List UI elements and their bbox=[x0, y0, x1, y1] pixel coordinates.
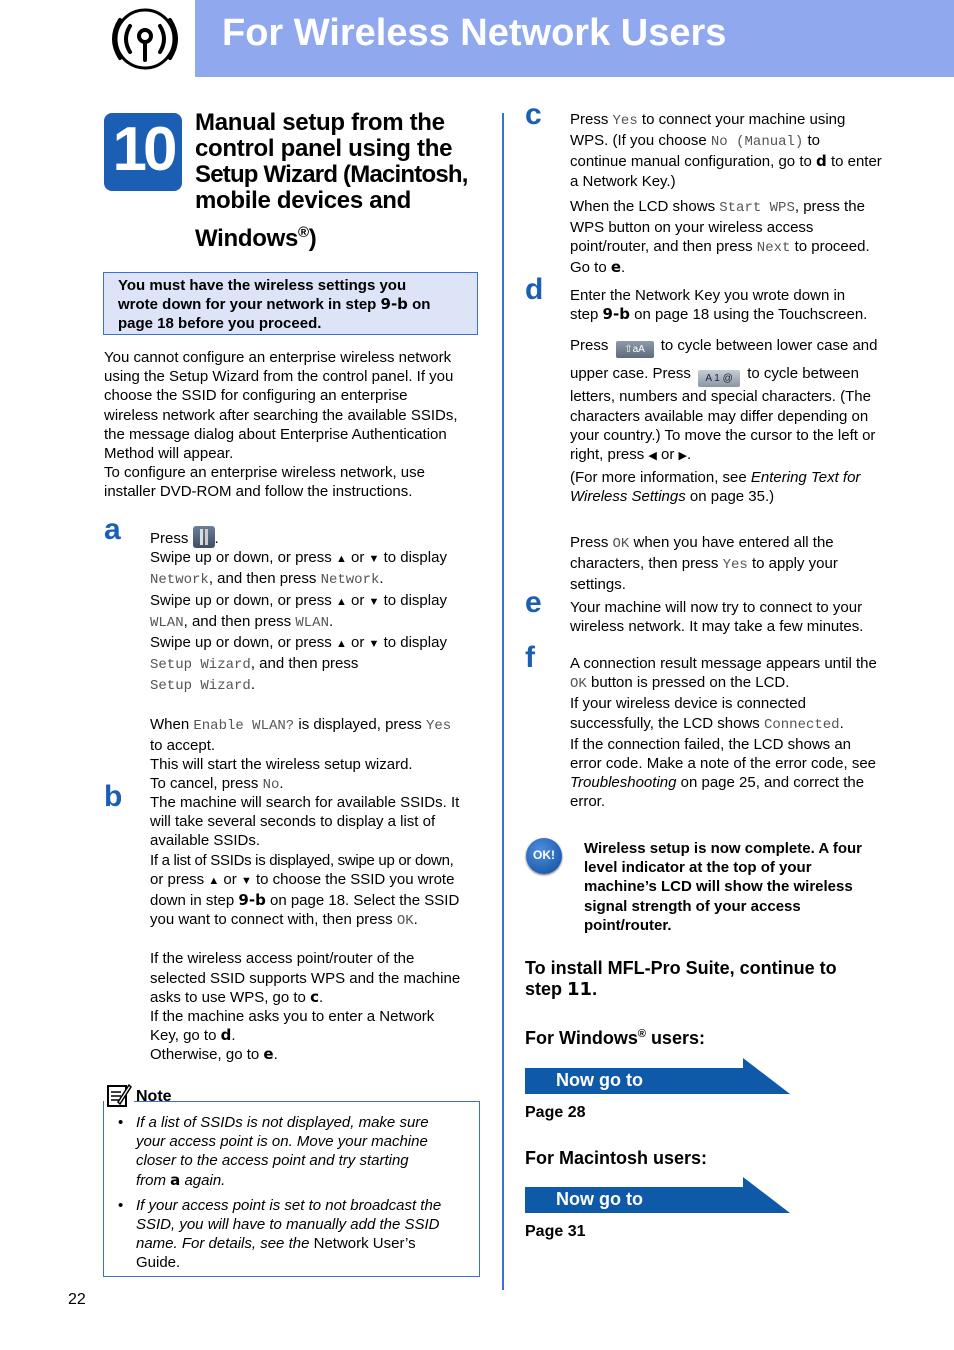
warning-line: wrote down for your network in step 9-b on bbox=[118, 295, 431, 314]
mac-now-go-to-arrow[interactable] bbox=[525, 1177, 790, 1213]
tools-icon[interactable] bbox=[193, 526, 215, 548]
step-a-text: Press . Swipe up or down, or press ▲ or ▼ to display Network, and then press Network. Swipe up or down, or press ▲ or ▼ to display WLAN, and then press WLAN. Swipe up or down, or press ▲ or ▼ to display Setup Wizard, and then press Setup Wizard. When Enable WLAN? is displayed, press Yes to accept. This will start the wireless setup wizard. To cancel, press No. bbox=[150, 526, 480, 795]
title-windows: Windows bbox=[195, 225, 299, 252]
step-number: 10 bbox=[112, 115, 174, 184]
windows-now-go-to-arrow[interactable] bbox=[525, 1058, 790, 1094]
warning-box bbox=[103, 272, 478, 335]
step-c-text: Press Yes to connect your machine using WPS. (If you choose No (Manual) to continue manual configuration, go to d to enter a Network Key.) When the LCD shows Start WPS, press the WPS button on your wireless access point/router, and then press Next to proceed. Go to e. bbox=[570, 111, 882, 277]
page-number: 22 bbox=[68, 1291, 86, 1308]
step-d-text: Enter the Network Key you wrote down in step 9-b on page 18 using the Touchscreen. Press ⇧aA to cycle between lower case and upper case. Press A 1 @ to cycle between letters, numbers and special characters. (The characters available may differ depending on your country.) To move the cursor to the left or right, press ◀ or ▶. (For more information, see Entering Text for Wireless Settings on page 35.) Press OK when you have entered all the characters, then press Yes to apply your settings. bbox=[570, 287, 878, 594]
now-go-to-label: Now go to bbox=[556, 1070, 643, 1090]
step-b-text: The machine will search for available SSIDs. It will take several seconds to display a list of available SSIDs. If a list of SSIDs is displayed, swipe up or down, or press ▲ or ▼ to choose the SSID you wrote down in step 9-b on page 18. Select the SSID you want to connect with, then press OK. If the wireless access point/router of the selected SSID supports WPS and the machine asks to use WPS, go to c. If the machine asks you to enter a Network Key, go to d. Otherwise, go to e. bbox=[150, 794, 461, 1064]
ok-message: Wireless setup is now complete. A four level indicator at the top of your machine’s LCD will show the wireless signal strength of your access point/router. bbox=[584, 840, 862, 934]
step-f-text: A connection result message appears until the OK button is pressed on the LCD. If your wireless device is connected successfully, the LCD shows Connected. If the connection failed, the LCD shows an error code. Make a note of the error code, see Troubleshooting on page 25, and correct the error. bbox=[570, 655, 877, 811]
step-e-text: Your machine will now try to connect to your wireless network. It may take a few minutes. bbox=[570, 599, 864, 636]
mac-heading: For Macintosh users: bbox=[525, 1148, 708, 1168]
step-title-line: Setup Wizard (Macintosh, bbox=[195, 161, 468, 188]
step-letter-d: d bbox=[525, 273, 544, 306]
step-title-line: Manual setup from the bbox=[195, 109, 445, 136]
now-go-to-label: Now go to bbox=[556, 1189, 643, 1209]
page-title: For Wireless Network Users bbox=[222, 12, 727, 54]
step-letter-f: f bbox=[525, 641, 535, 674]
mac-page: Page 31 bbox=[525, 1223, 586, 1240]
step-title-line: control panel using the bbox=[195, 135, 453, 162]
step-letter-b: b bbox=[104, 780, 123, 813]
warning-line: page 18 before you proceed. bbox=[118, 315, 322, 333]
title-reg: ® bbox=[298, 224, 309, 241]
continue-heading: To install MFL-Pro Suite, continue to step 11. bbox=[525, 958, 837, 1000]
column-divider bbox=[502, 113, 504, 1290]
step-letter-a: a bbox=[104, 513, 121, 546]
step-number-badge bbox=[104, 113, 182, 191]
step-letter-c: c bbox=[525, 98, 542, 131]
step-title-line bbox=[195, 220, 468, 252]
step-title bbox=[195, 110, 468, 252]
windows-page: Page 28 bbox=[525, 1104, 586, 1121]
note-title: Note bbox=[136, 1088, 172, 1105]
title-close: ) bbox=[308, 225, 317, 252]
step-letter-e: e bbox=[525, 586, 542, 619]
ok-badge: OK! bbox=[526, 838, 562, 874]
intro-text: You cannot configure an enterprise wireless network using the Setup Wizard from the control panel. If you choose the SSID for configuring an enterprise wireless network after searching the available SSIDs, the message dialog about Enterprise Authentication Method will appear. To configure an enterprise wireless network, use installer DVD-ROM and follow the instructions. bbox=[104, 349, 458, 501]
char-type-button[interactable]: A 1 @ bbox=[698, 370, 740, 387]
wireless-icon bbox=[100, 8, 190, 70]
shift-case-button[interactable]: ⇧aA bbox=[616, 341, 654, 358]
step-title-line: mobile devices and bbox=[195, 187, 412, 214]
note-content: • If a list of SSIDs is not displayed, make sure your access point is on. Move your machine closer to the access point and try starting from a again. • If your access point is set to not broadcast the SSID, you will have to manually add the SSID name. For details, see the Network User’s Guide. bbox=[118, 1114, 442, 1272]
warning-line: You must have the wireless settings you bbox=[118, 277, 407, 294]
windows-heading: For Windows® users: bbox=[525, 1028, 705, 1048]
